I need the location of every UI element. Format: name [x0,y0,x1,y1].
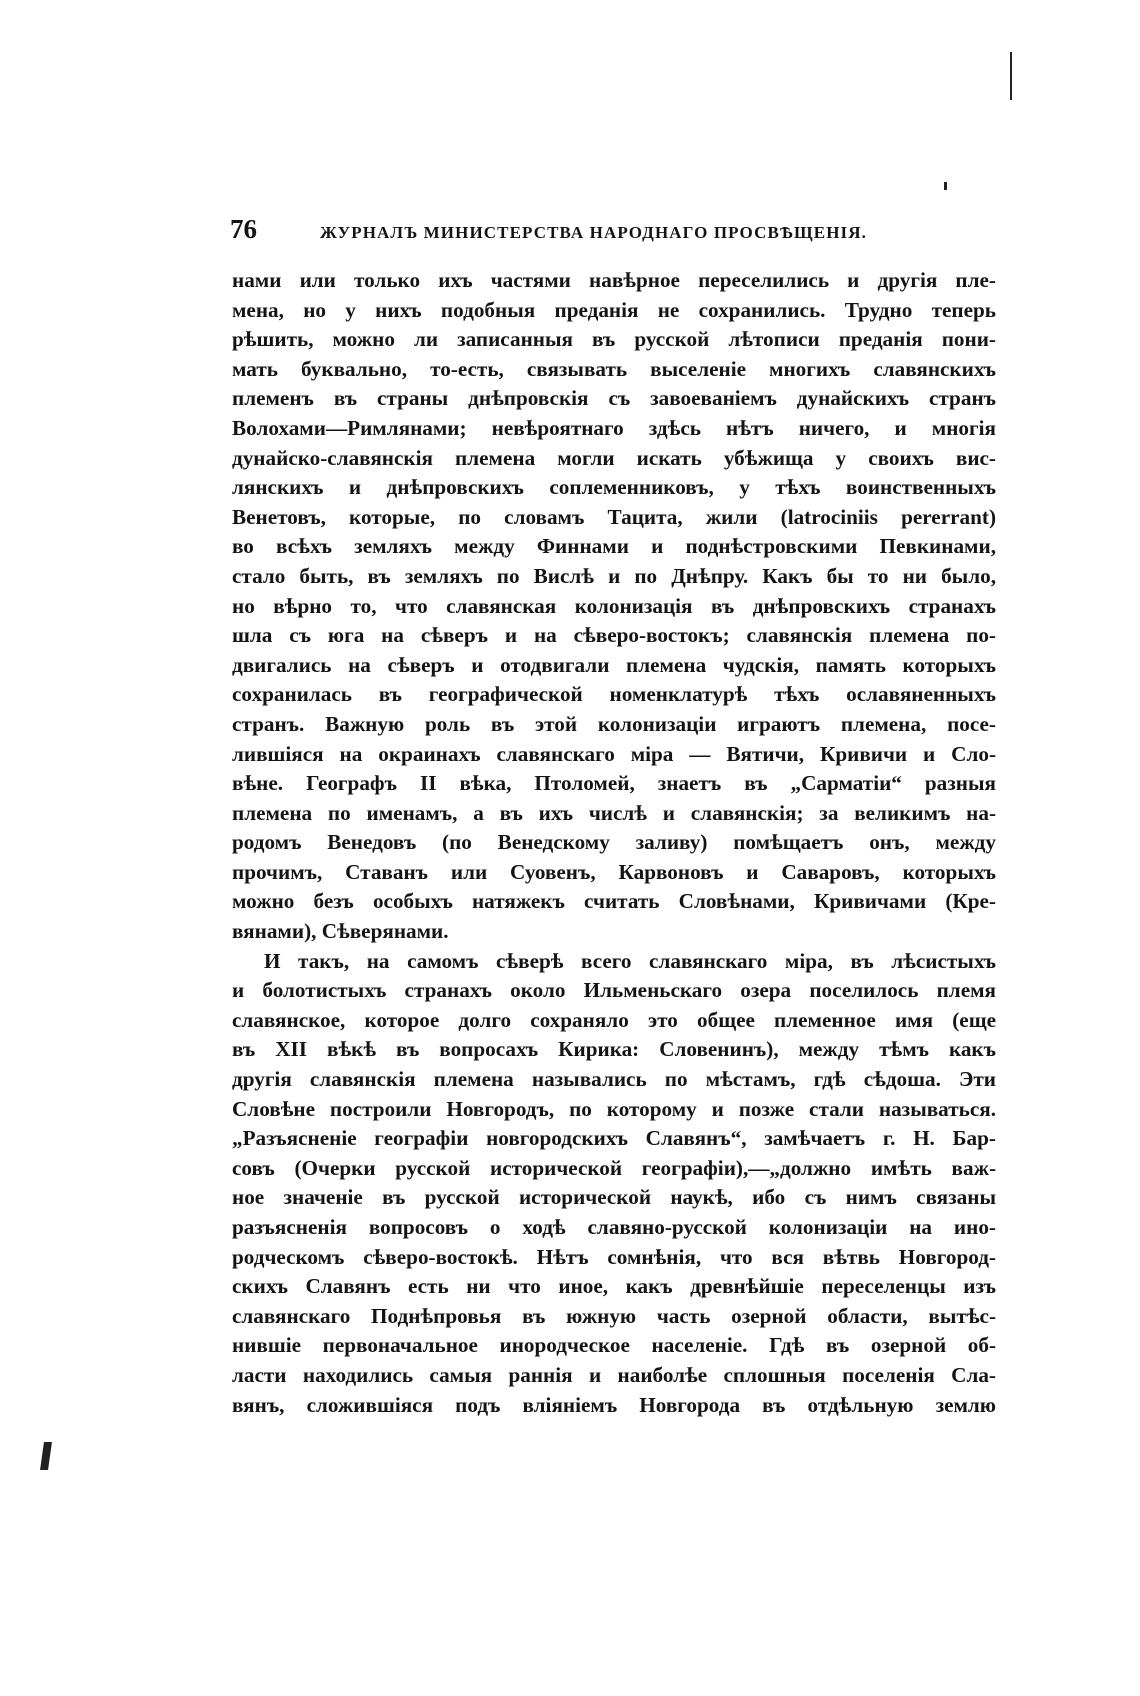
running-title: ЖУРНАЛЪ МИНИСТЕРСТВА НАРОДНАГО ПРОСВѢЩЕНІЯ. [320,223,867,242]
text-line: странъ. Важную роль въ этой колонизаціи играютъ племена, посе- [232,711,996,736]
body-text [232,266,996,1420]
text-line: но вѣрно то, что славянская колонизація въ днѣпровскихъ странахъ [232,593,996,618]
text-line: славянскаго Поднѣпровья въ южную часть озерной области, вытѣс- [232,1303,996,1328]
text-line: вянами), Сѣверянами. [232,919,449,944]
paragraph-2 [232,947,996,1421]
scan-edge-line [1010,52,1012,100]
text-line: славянское, которое долго сохраняло это общее племенное имя (еще [232,1007,996,1032]
text-line: Словѣне построили Новгородъ, по которому и позже стали называться. [232,1096,996,1121]
text-line: другія славянскія племена назывались по мѣстамъ, гдѣ сѣдоша. Эти [232,1067,996,1092]
text-line: скихъ Славянъ есть ни что иное, какъ древнѣйшіе переселенцы изъ [232,1274,996,1299]
text-line: нившіе первоначальное инородческое населеніе. Гдѣ въ озерной об- [232,1333,996,1358]
text-line: Волохами—Римлянами; невѣроятнаго здѣсь нѣтъ ничего, и многія [232,415,996,440]
text-line: совъ (Очерки русской исторической географіи),—„должно имѣть важ- [232,1155,996,1180]
text-line: дунайско-славянскія племена могли искать убѣжища у своихъ вис- [232,445,996,470]
text-line: племена по именамъ, а въ ихъ числѣ и славянскія; за великимъ на- [232,800,996,825]
text-line: Венетовъ, которые, по словамъ Тацита, жили (latrociniis pererrant) [232,504,996,529]
text-line: разъясненія вопросовъ о ходѣ славяно-русской колонизаціи на ино- [232,1215,996,1239]
text-line: мена, но у нихъ подобныя преданія не сохранились. Трудно теперь [232,297,996,322]
scan-corner-mark [40,1442,52,1470]
text-line: И такъ, на самомъ сѣверѣ всего славянскаго міра, въ лѣсистыхъ [264,948,996,973]
text-line: сохранилась въ географической номенклатурѣ тѣхъ ославяненныхъ [232,682,996,707]
text-line: родомъ Венедовъ (по Венедскому заливу) помѣщаетъ онъ, между [232,830,996,855]
text-line: ласти находились самыя раннія и наиболѣе сплошныя поселенія Сла- [232,1362,996,1387]
text-line: во всѣхъ земляхъ между Финнами и поднѣстровскими Певкинами, [232,534,996,559]
text-line: стало быть, въ земляхъ по Вислѣ и по Днѣпру. Какъ бы то ни было, [232,563,996,588]
text-line: „Разъясненіе географіи новгородскихъ Славянъ“, замѣчаетъ г. Н. Бар- [232,1126,996,1151]
scan-speck [944,182,947,190]
paragraph-1 [232,266,996,947]
text-line: вянъ, сложившіяся подъ вліяніемъ Новгорода въ отдѣльную землю [232,1392,996,1417]
text-line: родческомъ сѣверо-востокѣ. Нѣтъ сомнѣнія, что вся вѣтвь Новгород- [232,1244,996,1269]
text-line: лянскихъ и днѣпровскихъ соплеменниковъ, у тѣхъ воинственныхъ [232,475,996,500]
text-line: племенъ въ страны днѣпровскія съ завоеваніемъ дунайскихъ странъ [232,386,996,411]
text-line: вѣне. Географъ II вѣка, Птоломей, знаетъ въ „Сарматіи“ разныя [232,771,996,796]
text-line: въ XII вѣкѣ въ вопросахъ Кирика: Словенинъ), между тѣмъ какъ [232,1037,996,1062]
text-line: шла съ юга на сѣверъ и на сѣверо-востокъ; славянскія племена по- [232,623,996,648]
text-line: рѣшить, можно ли записанныя въ русской лѣтописи преданія пони- [232,327,996,352]
text-line: ное значеніе въ русской исторической наукѣ, ибо съ нимъ связаны [232,1185,996,1210]
text-line: мать буквально, то-есть, связывать выселеніе многихъ славянскихъ [232,356,996,381]
text-line: двигались на сѣверъ и отодвигали племена чудскія, память которыхъ [232,652,996,677]
page-header [230,214,1000,245]
text-line: прочимъ, Ставанъ или Суовенъ, Карвоновъ и Саваровъ, которыхъ [232,859,996,884]
text-line: лившіяся на окраинахъ славянскаго міра — Вятичи, Кривичи и Сло- [232,741,996,766]
text-line: и болотистыхъ странахъ около Ильменьскаго озера поселилось племя [232,978,996,1003]
page-number: 76 [230,214,257,244]
text-line: нами или только ихъ частями навѣрное переселились и другія пле- [232,268,996,292]
text-line: можно безъ особыхъ натяжекъ считать Словѣнами, Кривичами (Кре- [232,889,996,914]
